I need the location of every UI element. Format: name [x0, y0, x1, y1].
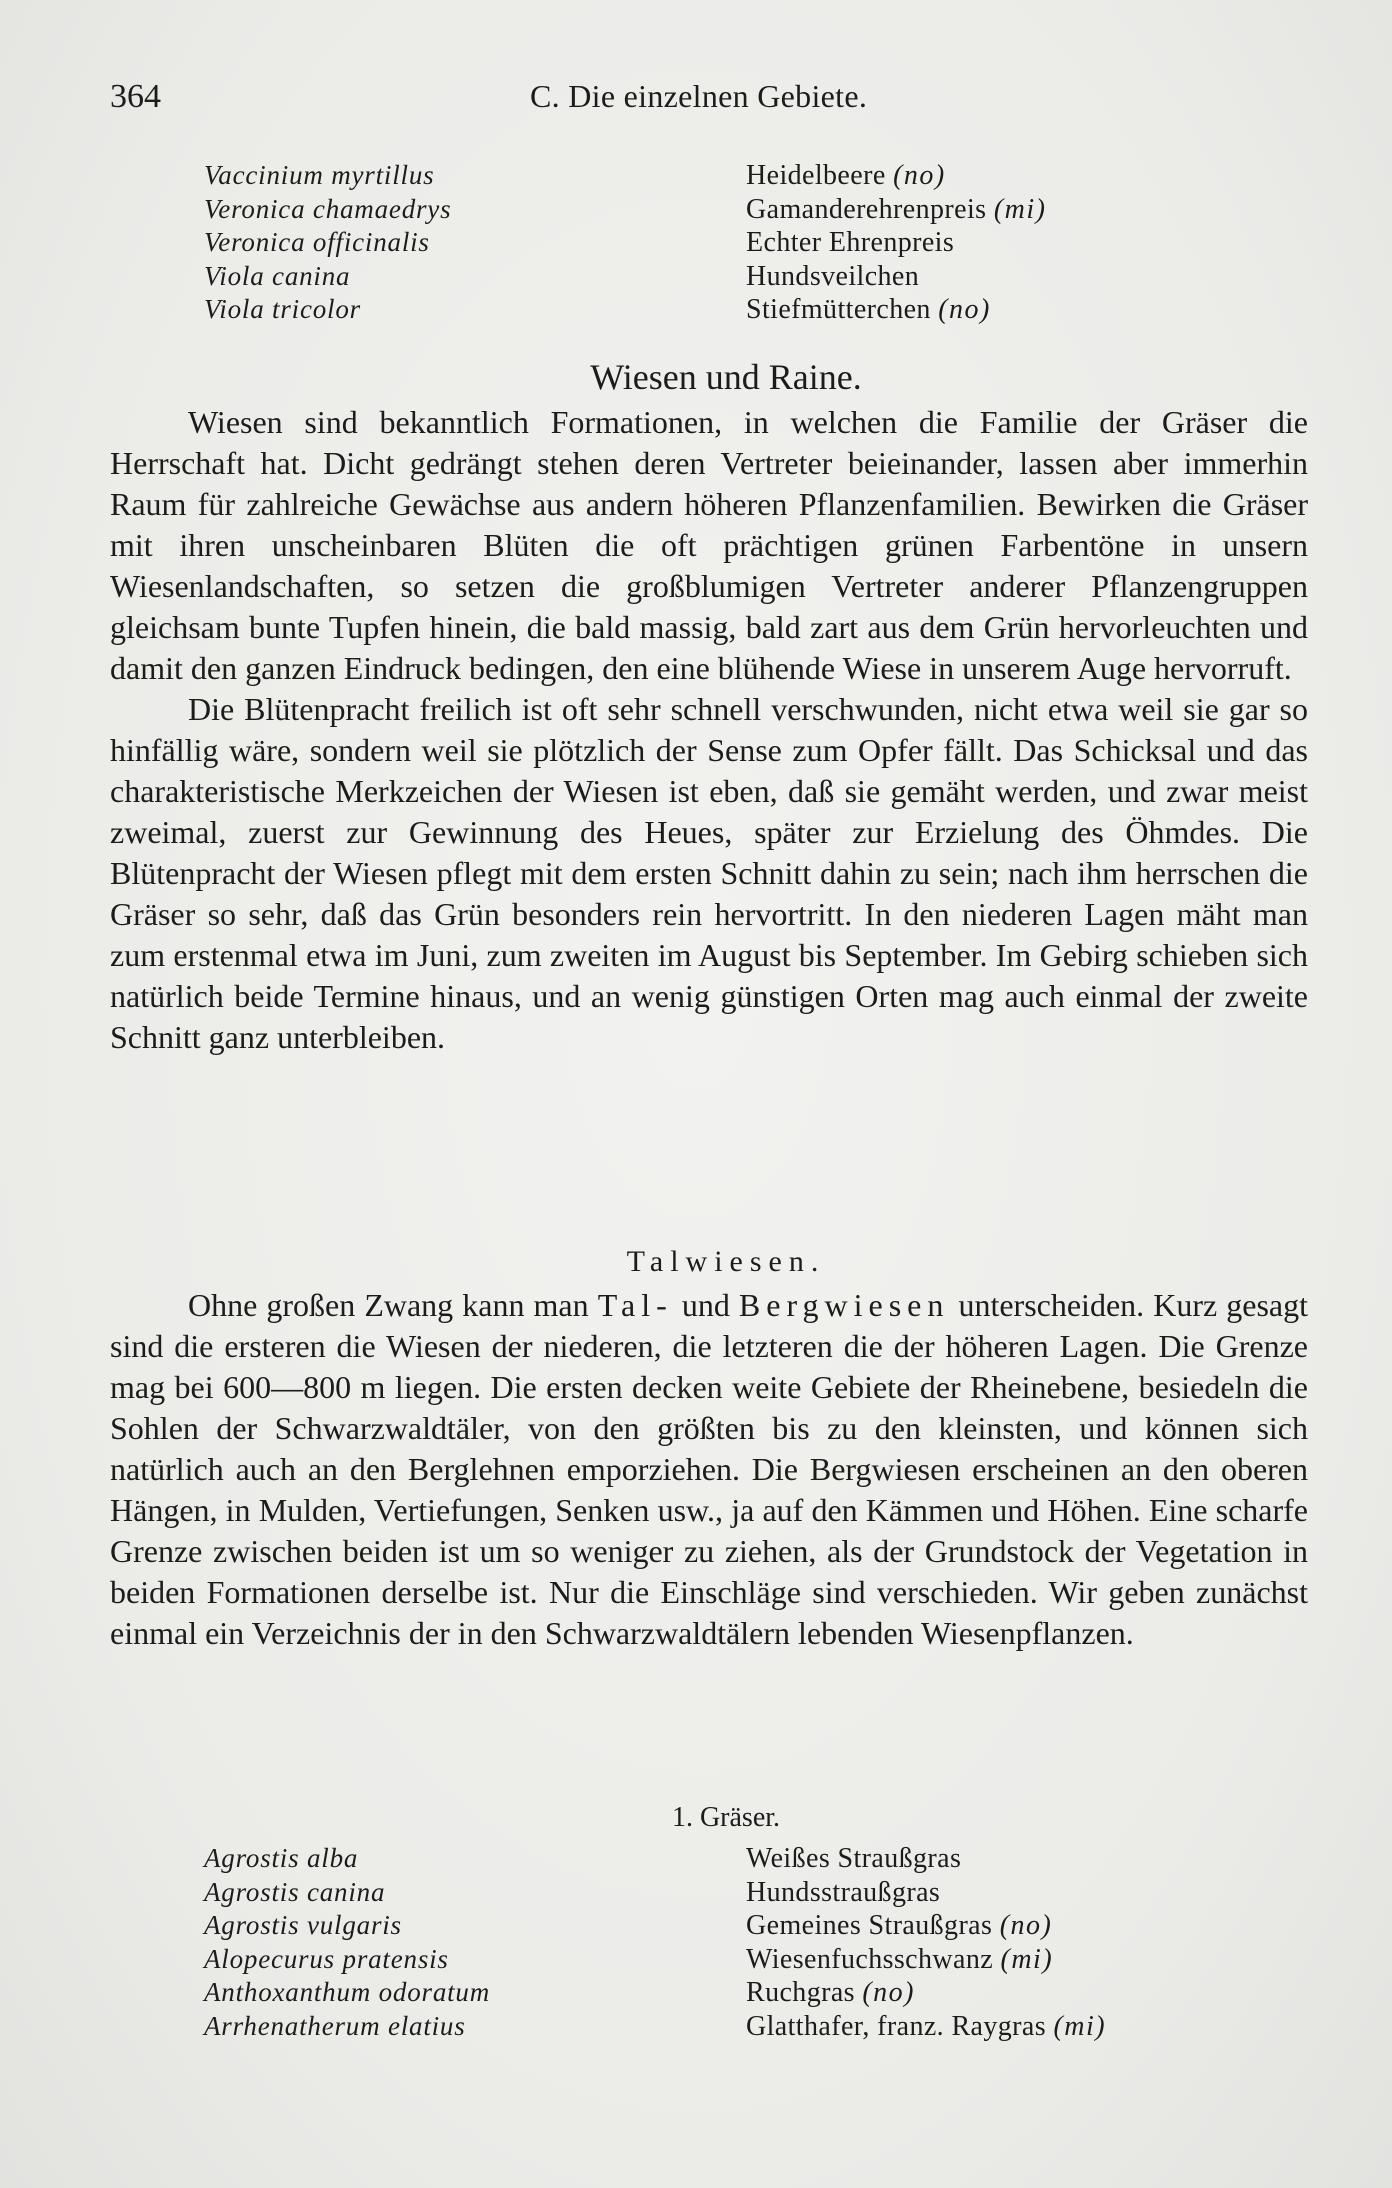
species-region-note: (mi) — [1000, 1943, 1054, 1975]
species-german-name: Ruchgras (no) — [746, 1977, 916, 2008]
species-german-name: Weißes Straußgras — [746, 1843, 962, 1874]
paragraph: Ohne großen Zwang kann man Tal- und Bergwiesen unterscheiden. Kurz gesagt sind die ersteren die Wiesen der niederen, die letzteren die der höheren Lagen. Die Grenze mag bei 600—800 m liegen. Die ersten decken weite Gebiete der Rheinebene, besiedeln die Sohlen der Schwarzwaldtäler, von den größten bis zu den kleinsten, und können sich natürlich auch an den Berglehnen emporziehen. Die Bergwiesen erscheinen an den oberen Hängen, in Mulden, Vertiefungen, Senken usw., ja auf den Kämmen und Höhen. Eine scharfe Grenze zwischen beiden ist um so weniger zu ziehen, als der Grundstock der Vegetation in beiden Formationen derselbe ist. Nur die Einschläge sind verschieden. Wir geben zunächst einmal ein Verzeichnis der in den Schwarzwaldtälern lebenden Wiesenpflanzen. — [110, 1287, 1309, 1651]
species-german-name: Hundsstraußgras — [746, 1876, 941, 1908]
page-header — [110, 78, 1320, 122]
species-region-note: (no) — [893, 160, 946, 191]
species-row — [204, 160, 1204, 194]
species-latin-name: Agrostis canina — [204, 1876, 386, 1907]
species-latin-name: Viola tricolor — [204, 294, 361, 324]
species-latin-name: Viola canina — [204, 260, 351, 291]
paragraph: Die Blütenpracht freilich ist oft sehr schnell verschwunden, nicht etwa weil sie gar so hinfällig wäre, sondern weil sie plötzlich der Sense zum Opfer fällt. Das Schicksal und das charakteristische Merkzeichen der Wiesen ist eben, daß sie gemäht werden, und zwar meist zweimal, zuerst zur Gewinnung des Heues, später zur Erzielung des Öhmdes. Die Blütenpracht der Wiesen pflegt mit dem ersten Schnitt dahin zu sein; nach ihm herrschen die Gräser so sehr, daß das Grün besonders rein hervortritt. In den niederen Lagen mäht man zum erstenmal etwa im Juni, zum zweiten im August bis September. Im Gebirg schieben sich natürlich beide Termine hinaus, und an wenig günstigen Orten mag auch einmal der zweite Schnitt ganz unterbleiben. — [110, 691, 1308, 1055]
species-region-note: (no) — [999, 1910, 1053, 1941]
species-german-name: Gemeines Straußgras (no) — [746, 1910, 1053, 1941]
page-number: 364 — [110, 78, 161, 115]
species-latin-name: Arrhenatherum elatius — [204, 2010, 466, 2041]
species-row — [204, 2011, 1204, 2045]
running-head: C. Die einzelnen Gebiete. — [530, 78, 868, 114]
species-german-name: Heidelbeere (no) — [746, 160, 946, 191]
species-region-note: (mi) — [993, 193, 1047, 225]
species-row — [204, 194, 1204, 228]
group-title: 1. Gräser. — [671, 1802, 781, 1833]
grass-list — [204, 1843, 1204, 2044]
species-latin-name: Anthoxanthum odoratum — [204, 1977, 491, 2007]
species-latin-name: Agrostis alba — [204, 1843, 359, 1873]
paragraph: Wiesen sind bekanntlich Formationen, in welchen die Familie der Gräser die Herrschaft hat. Dicht gedrängt stehen deren Vertreter beieinander, lassen aber immerhin Raum für zahlreiche Gewächse aus andern höheren Pflanzenfamilien. Bewirken die Gräser mit ihren unscheinbaren Blüten die oft prächtigen grünen Farbentöne in unsern Wiesenlandschaften, so setzen die großblumigen Vertreter anderer Pflanzengruppen gleichsam bunte Tupfen hinein, die bald massig, bald zart aus dem Grün hervorleuchten und damit den ganzen Eindruck bedingen, den eine blühende Wiese in unserem Auge hervorruft. — [110, 404, 1308, 686]
subsection-title: Talwiesen. — [626, 1245, 826, 1278]
species-german-name: Stiefmütterchen (no) — [746, 294, 991, 325]
subsection-body — [110, 1285, 1308, 1654]
species-latin-name: Alopecurus pratensis — [204, 1943, 449, 1974]
species-row — [204, 1977, 1204, 2011]
species-region-note: (no) — [938, 294, 991, 325]
emphasis-bergwiesen: Bergwiesen — [738, 1287, 950, 1323]
species-list-top — [204, 160, 1204, 328]
species-german-name: Echter Ehrenpreis — [746, 227, 955, 258]
species-row — [204, 1877, 1204, 1911]
section-title: Wiesen und Raine. — [590, 357, 862, 397]
emphasis-tal: Tal- — [597, 1287, 673, 1323]
species-latin-name: Veronica chamaedrys — [204, 193, 452, 224]
species-german-name: Hundsveilchen — [746, 260, 920, 292]
species-row — [204, 294, 1204, 328]
species-row — [204, 227, 1204, 261]
species-latin-name: Veronica officinalis — [204, 227, 430, 257]
species-row — [204, 1944, 1204, 1978]
section-body — [110, 402, 1308, 1058]
species-row — [204, 1910, 1204, 1944]
species-row — [204, 1843, 1204, 1877]
species-latin-name: Vaccinium myrtillus — [204, 160, 435, 190]
species-region-note: (mi) — [1053, 2010, 1107, 2042]
species-german-name: Gamanderehrenpreis (mi) — [746, 193, 1047, 225]
species-german-name: Wiesenfuchsschwanz (mi) — [746, 1943, 1054, 1975]
species-row — [204, 261, 1204, 295]
species-german-name: Glatthafer, franz. Raygras (mi) — [746, 2010, 1107, 2042]
species-latin-name: Agrostis vulgaris — [204, 1910, 402, 1940]
species-region-note: (no) — [862, 1977, 916, 2008]
